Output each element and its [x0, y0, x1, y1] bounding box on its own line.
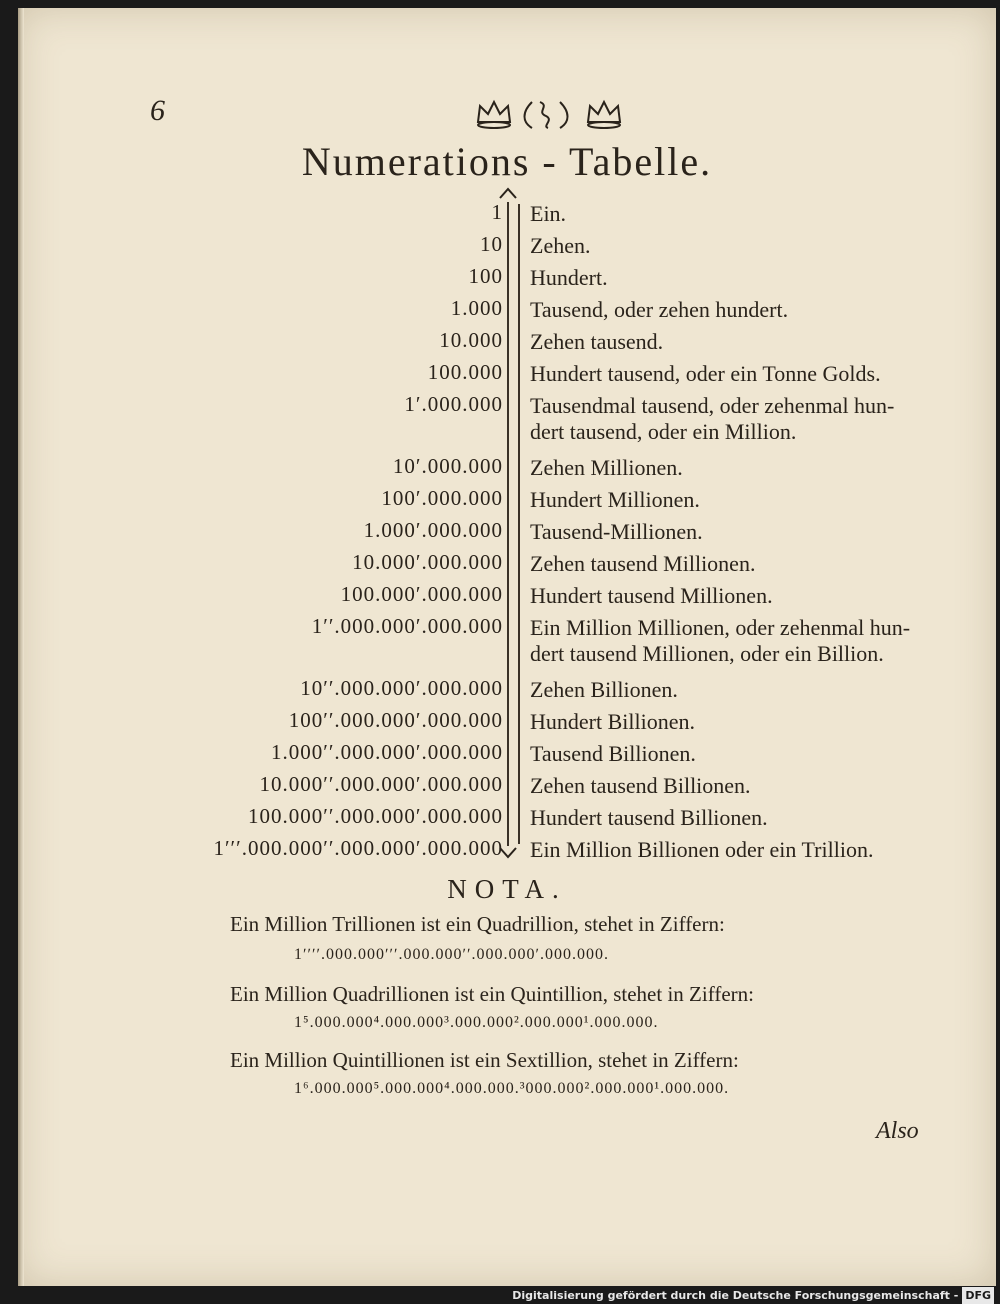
row-number: 10.000 [439, 328, 503, 352]
page-title: Numerations - Tabelle. [301, 139, 713, 184]
nota-heading: NOTA. [447, 874, 567, 904]
row-number: 1.000ʹʹ.000.000ʹ.000.000 [270, 740, 503, 764]
row-word: Zehen tausend Billionen. [530, 773, 751, 798]
row-number: 10 [480, 232, 503, 256]
table-divider-line-inner [518, 204, 520, 844]
page-number: 6 [150, 94, 165, 127]
row-word: Tausendmal tausend, oder zehenmal hun- [530, 393, 895, 418]
row-word: Hundert tausend, oder ein Tonne Golds. [530, 361, 881, 386]
row-word: Hundert. [530, 265, 608, 290]
row-number: 1ʹʹʹ.000.000ʹʹ.000.000ʹ.000.000 [213, 836, 503, 860]
nota-digits: 1ʹʹʹʹ.000.000ʹʹʹ.000.000ʹʹ.000.000ʹ.000.000. [294, 946, 609, 963]
row-number: 10.000ʹʹ.000.000ʹ.000.000 [259, 772, 503, 796]
dfg-logo: DFG [962, 1287, 994, 1304]
row-number: 100ʹʹ.000.000ʹ.000.000 [288, 708, 503, 732]
row-word: Zehen tausend. [530, 329, 664, 354]
page-spine-shadow [18, 8, 24, 1286]
row-word: Ein Million Millionen, oder zehenmal hun- [530, 615, 911, 640]
footer-credit [0, 1287, 994, 1304]
nota-text: Ein Million Quadrillionen ist ein Quintillion, stehet in Ziffern: [230, 982, 754, 1006]
row-number: 1ʹʹ.000.000ʹ.000.000 [311, 614, 503, 638]
row-word: Zehen. [530, 233, 591, 258]
row-number: 100.000ʹʹ.000.000ʹ.000.000 [247, 804, 503, 828]
row-number: 10ʹ.000.000 [392, 454, 503, 478]
row-word: Hundert Millionen. [530, 487, 700, 512]
crown-ornament-icon [470, 92, 630, 132]
row-number: 10.000ʹ.000.000 [352, 550, 503, 574]
table-divider-line [507, 202, 509, 846]
row-number: 1.000 [450, 296, 503, 320]
row-word: Ein Million Billionen oder ein Trillion. [530, 837, 874, 862]
row-number: 100.000 [427, 360, 503, 384]
row-word: Zehen Billionen. [530, 677, 678, 702]
row-number: 10ʹʹ.000.000ʹ.000.000 [300, 676, 503, 700]
nota-text: Ein Million Quintillionen ist ein Sextillion, stehet in Ziffern: [230, 1048, 739, 1072]
row-number: 100ʹ.000.000 [381, 486, 503, 510]
row-word: Tausend, oder zehen hundert. [530, 297, 789, 322]
row-word: Zehen Millionen. [530, 455, 683, 480]
row-number: 100 [468, 264, 503, 288]
nota-text: Ein Million Trillionen ist ein Quadrillion, stehet in Ziffern: [230, 912, 725, 936]
nota-digits: 1⁵.000.000⁴.000.000³.000.000².000.000¹.000.000. [294, 1014, 659, 1031]
row-number: 1.000ʹ.000.000 [363, 518, 503, 542]
row-number: 1 [491, 200, 503, 224]
row-word: Tausend-Millionen. [530, 519, 703, 544]
row-word: Tausend Billionen. [530, 741, 696, 766]
nota-digits: 1⁶.000.000⁵.000.000⁴.000.000.³000.000².000.000¹.000.000. [294, 1080, 730, 1097]
row-word: Ein. [530, 201, 567, 226]
book-page [18, 8, 996, 1286]
row-word-continuation: dert tausend, oder ein Million. [530, 419, 797, 444]
row-number: 1ʹ.000.000 [404, 392, 503, 416]
row-word-continuation: dert tausend Millionen, oder ein Billion. [530, 641, 884, 666]
catchword: Also [876, 1118, 919, 1144]
row-number: 100.000ʹ.000.000 [340, 582, 503, 606]
row-word: Hundert tausend Millionen. [530, 583, 773, 608]
row-word: Hundert Billionen. [530, 709, 695, 734]
footer-text: Digitalisierung gefördert durch die Deutsche Forschungsgemeinschaft - [512, 1289, 959, 1302]
arrow-up-icon [498, 186, 518, 200]
row-word: Zehen tausend Millionen. [530, 551, 756, 576]
row-word: Hundert tausend Billionen. [530, 805, 768, 830]
